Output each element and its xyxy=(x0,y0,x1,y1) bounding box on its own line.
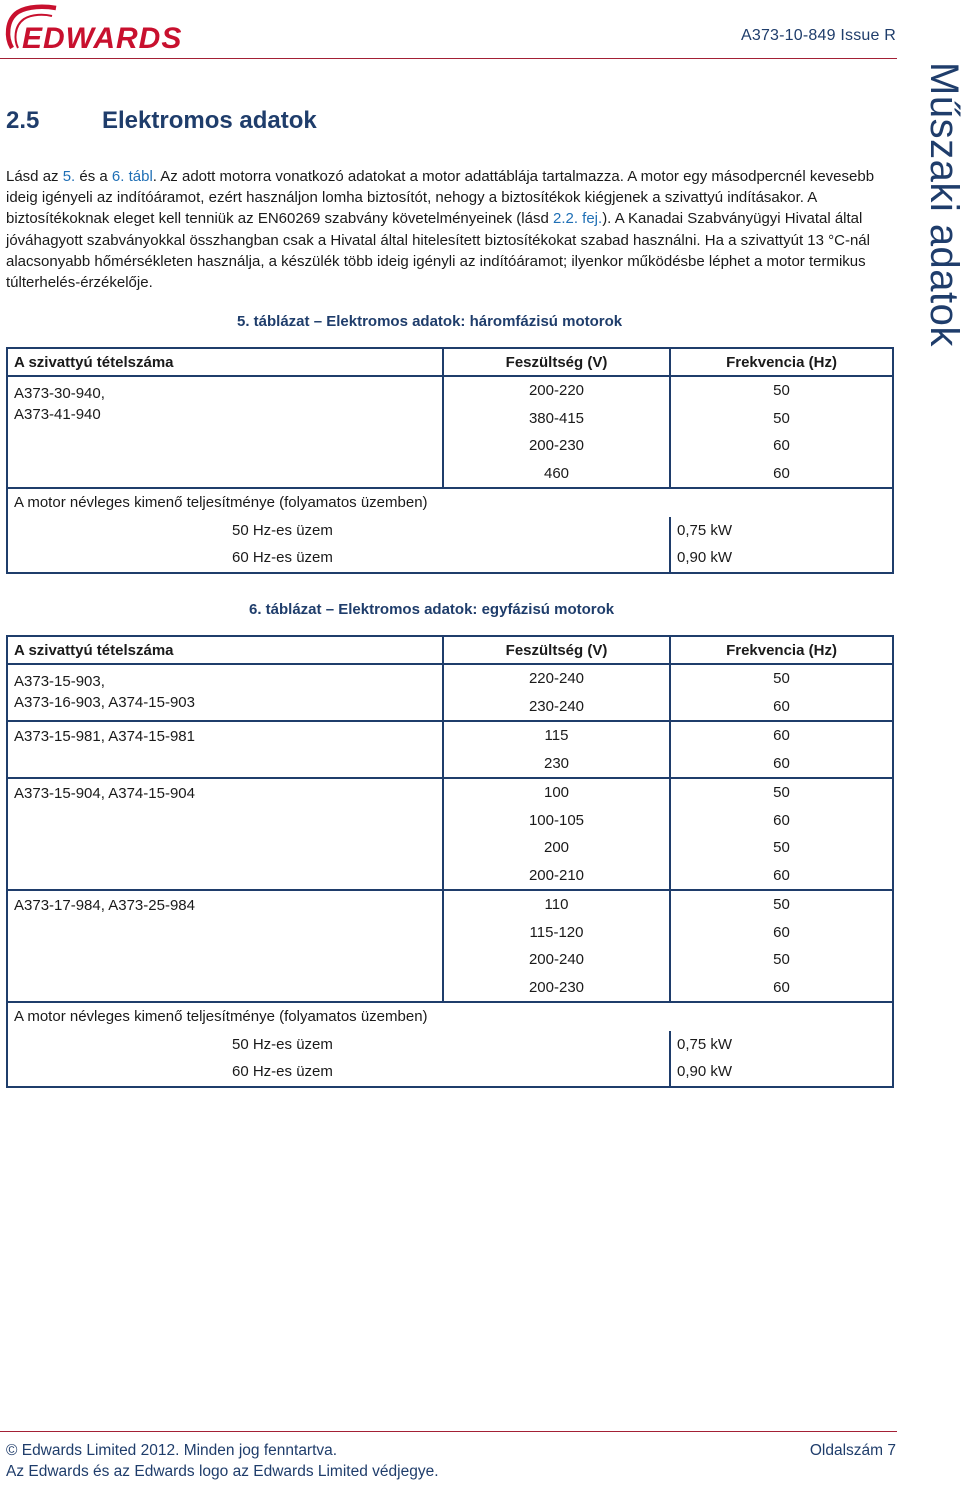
table-header-row xyxy=(8,349,892,377)
col-header-pump: A szivattyú tételszáma xyxy=(8,349,444,377)
voltage-cell: 230 xyxy=(444,750,671,780)
frequency-cell: 60 xyxy=(773,727,790,745)
col-header-frequency: Frekvencia (Hz) xyxy=(671,349,892,377)
col-header-voltage: Feszültség (V) xyxy=(444,349,671,377)
voltage-cell: 100-105 xyxy=(444,807,671,835)
power-label: 60 Hz-es üzem xyxy=(8,1058,671,1086)
table-row xyxy=(8,722,892,750)
footer-divider xyxy=(0,1431,897,1432)
power-title-row xyxy=(8,489,892,517)
power-value: 0,75 kW xyxy=(677,521,733,539)
power-label: 50 Hz-es üzem xyxy=(8,1031,671,1059)
table5 xyxy=(6,347,894,574)
intro-text-3: . Az adott motorra vonatkozó adatokat a motor adattáblája tartalmazza. A motor egy másodpercnél kevesebb ideig igényeli az indítóáramot, ezért használjon lomha biztosítót, nehogy a biztosítékok kiégjenek a szivattyú indításakor. A biztosítékoknak eleget kell tenniük az EN60269 szabvány követelményeinek (lásd xyxy=(6,168,875,228)
table-row xyxy=(8,665,892,693)
col-header-frequency: Frekvencia (Hz) xyxy=(671,637,892,665)
table6-link[interactable]: 6. tábl xyxy=(111,168,153,185)
side-tab-title: Műszaki adatok xyxy=(922,62,966,347)
table5-caption-dash: – xyxy=(313,313,323,330)
frequency-cell: 50 xyxy=(773,382,790,400)
trademark-text: Az Edwards és az Edwards logo az Edwards Limited védjegye. xyxy=(6,1463,439,1480)
pump-number: A373-41-940 xyxy=(14,406,101,423)
intro-text-4: ). A Kanadai Szabványügyi Hivatal által jóváhagyott szabványokkal összhangban csak a Hivatal által hitelesített biztosítékokat szabad használni. Ha a szivattyút 13 °C-nál alacsonyabb hőmérsékleten használja, a készülék több ideig igényli az indítóáramot; ilyenkor működésbe léphet a motor termikus túlterhelés-érzékelője. xyxy=(6,210,870,292)
section-2-2-link[interactable]: 2.2. fej. xyxy=(552,210,603,228)
table6-caption-dash: – xyxy=(325,601,335,618)
voltage-cell: 100 xyxy=(444,779,671,807)
table-header-row xyxy=(8,637,892,665)
frequency-cell: 50 xyxy=(773,951,790,969)
table5-link[interactable]: 5. xyxy=(62,168,76,185)
logo-wordmark: EDWARDS xyxy=(22,22,183,55)
frequency-cell: 60 xyxy=(671,862,892,892)
power-row xyxy=(8,544,892,572)
section-title: Elektromos adatok xyxy=(102,107,317,134)
pump-number: A373-16-903, A374-15-903 xyxy=(14,694,195,711)
power-row xyxy=(8,1058,892,1086)
power-value: 0,75 kW xyxy=(677,1035,733,1053)
header-divider xyxy=(0,58,897,59)
power-title: A motor névleges kimenő teljesítménye (folyamatos üzemben) xyxy=(14,1008,428,1026)
pump-number-cell xyxy=(8,377,444,489)
table-row xyxy=(8,377,892,405)
power-row xyxy=(8,517,892,545)
voltage-cell: 200-230 xyxy=(444,974,671,1004)
table5-caption-text: Elektromos adatok: háromfázisú motorok xyxy=(326,313,623,330)
frequency-cell: 60 xyxy=(671,460,892,490)
copyright-text: © Edwards Limited 2012. Minden jog fenntartva. xyxy=(6,1442,338,1459)
voltage-cell: 110 xyxy=(444,891,671,919)
table6-caption-number: 6. táblázat xyxy=(249,601,322,618)
power-label: 50 Hz-es üzem xyxy=(8,517,671,545)
intro-paragraph xyxy=(6,166,886,293)
frequency-cell: 60 xyxy=(671,750,892,780)
pump-number-cell xyxy=(8,722,444,779)
pump-number-cell xyxy=(8,779,444,891)
pump-number: A373-17-984, A373-25-984 xyxy=(14,897,195,914)
edwards-logo xyxy=(4,4,254,55)
voltage-cell: 200-210 xyxy=(444,862,671,892)
voltage-cell: 460 xyxy=(444,460,671,490)
table-row xyxy=(8,779,892,807)
frequency-cell: 50 xyxy=(773,896,790,914)
voltage-cell: 200-220 xyxy=(444,377,671,405)
frequency-cell: 60 xyxy=(671,974,892,1004)
section-heading xyxy=(6,107,317,135)
frequency-cell: 60 xyxy=(773,811,790,829)
voltage-cell: 200-230 xyxy=(444,432,671,460)
page-number: Oldalszám 7 xyxy=(809,1442,896,1459)
table-row xyxy=(8,891,892,919)
table5-caption-number: 5. táblázat xyxy=(237,313,310,330)
intro-text-1: Lásd az xyxy=(6,168,63,185)
col-header-voltage: Feszültség (V) xyxy=(444,637,671,665)
power-title: A motor névleges kimenő teljesítménye (folyamatos üzemben) xyxy=(14,494,428,512)
col-header-pump: A szivattyú tételszáma xyxy=(8,637,444,665)
pump-number: A373-15-904, A374-15-904 xyxy=(14,785,195,802)
frequency-cell: 60 xyxy=(773,923,790,941)
voltage-cell: 115 xyxy=(444,722,671,750)
table5-caption xyxy=(237,313,622,330)
pump-number: A373-15-903, xyxy=(14,673,105,690)
intro-text-2: és a xyxy=(75,168,112,185)
voltage-cell: 380-415 xyxy=(444,405,671,433)
power-value: 0,90 kW xyxy=(677,549,733,567)
frequency-cell: 50 xyxy=(773,784,790,802)
table6 xyxy=(6,635,894,1088)
table6-caption xyxy=(249,601,614,618)
section-number: 2.5 xyxy=(6,107,40,134)
frequency-cell: 60 xyxy=(671,693,892,723)
voltage-cell: 230-240 xyxy=(444,693,671,723)
pump-number: A373-30-940, xyxy=(14,385,105,402)
power-row xyxy=(8,1031,892,1059)
document-reference: A373-10-849 Issue R xyxy=(740,27,896,44)
pump-number-cell xyxy=(8,665,444,722)
frequency-cell: 50 xyxy=(773,670,790,688)
pump-number-cell xyxy=(8,891,444,1003)
voltage-cell: 220-240 xyxy=(444,665,671,693)
voltage-cell: 200 xyxy=(444,834,671,862)
frequency-cell: 50 xyxy=(773,409,790,427)
table6-caption-text: Elektromos adatok: egyfázisú motorok xyxy=(338,601,615,618)
voltage-cell: 115-120 xyxy=(444,919,671,947)
power-title-row xyxy=(8,1003,892,1031)
frequency-cell: 50 xyxy=(773,839,790,857)
pump-number: A373-15-981, A374-15-981 xyxy=(14,728,195,745)
power-label: 60 Hz-es üzem xyxy=(8,544,671,572)
power-value: 0,90 kW xyxy=(677,1063,733,1081)
voltage-cell: 200-240 xyxy=(444,946,671,974)
frequency-cell: 60 xyxy=(773,437,790,455)
